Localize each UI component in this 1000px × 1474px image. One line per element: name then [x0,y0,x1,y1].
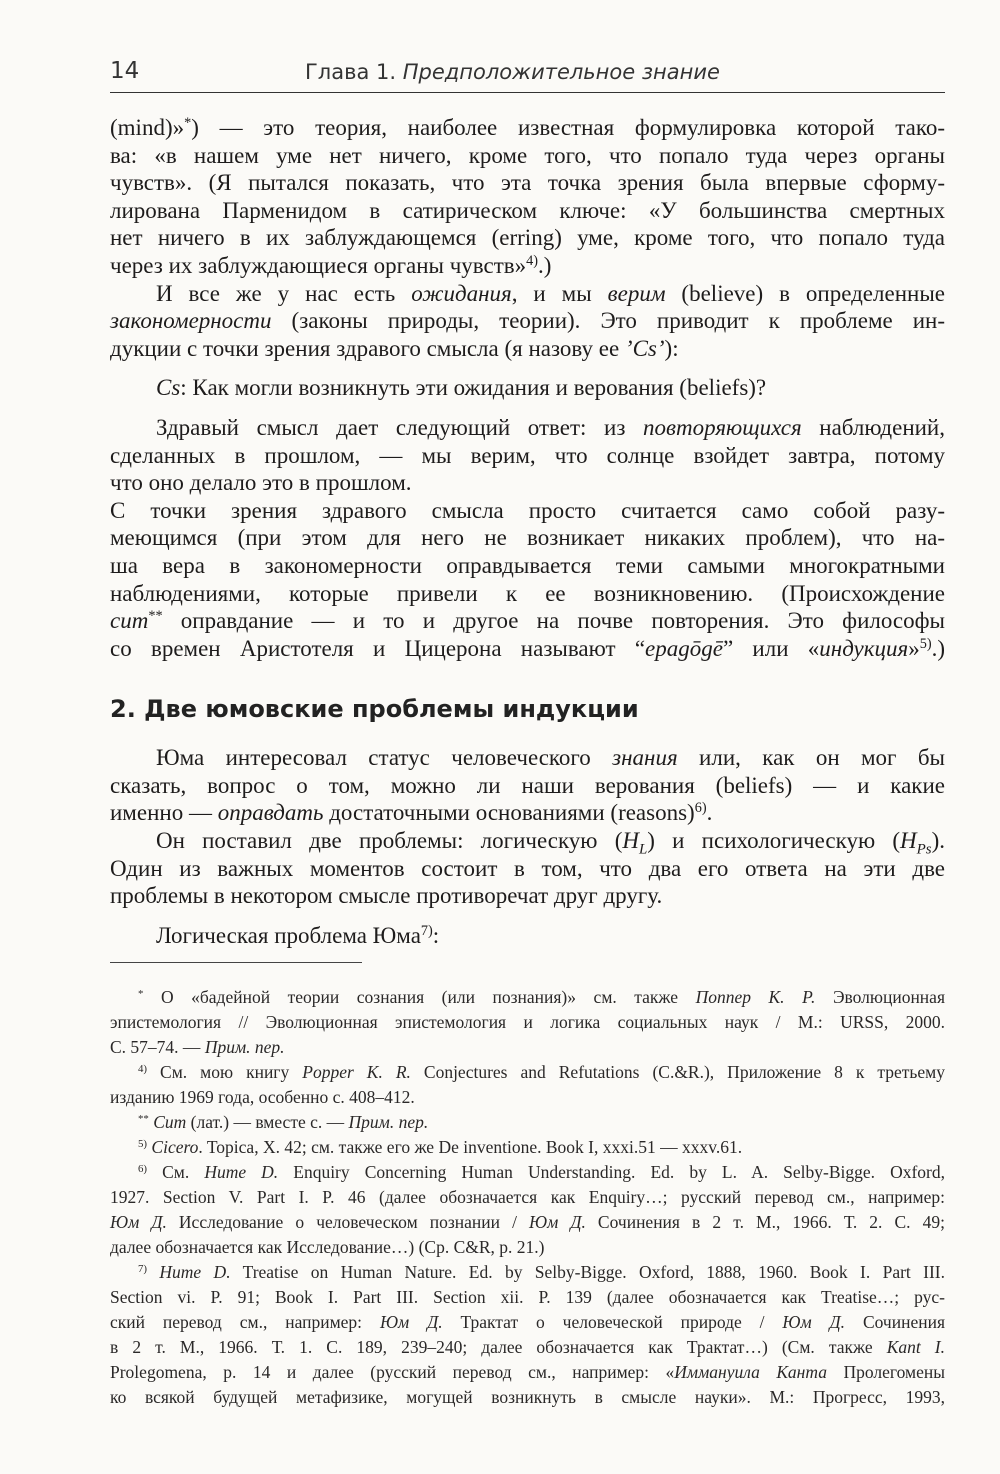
text-line: Prolegomena, p. 14 и далее (русский перевод см., например: «Иммануила Канта Пролегомены [110,1362,946,1382]
italic-text: cum [110,608,149,634]
paragraph [110,497,945,663]
italic-text: Прим. пер. [348,1112,429,1132]
paragraph [110,280,945,363]
text-line: закономерности (законы природы, теории). Это приводит к проблеме ин- [110,308,945,334]
text-line: $^{4)}$ См. мою книгу Popper K. R. Conjectures and Refutations (C.&R.), Приложение 8 к третьему [138,1062,945,1082]
text-line: меющимся (при этом для него не возникает никаких проблем), что на- [110,525,945,551]
text-line: сказать, вопрос о том, можно ли наши верования (beliefs) — и какие [110,772,945,798]
text-line: С точки зрения здравого смысла просто считается само собой разу- [110,497,945,523]
footnote-marker: 4) [138,1063,148,1076]
text-line: через их заблуждающиеся органы чувств»$^{4)}$.) [110,252,552,278]
italic-text: Юм Д. [529,1212,586,1232]
paragraph [110,414,945,497]
spacer [110,910,945,922]
running-head [305,60,720,84]
italic-text: epagōgē [645,635,723,661]
text-line: * О «бадейной теории сознания (или познания)» см. также Поппер К. Р. Эволюционная [138,987,945,1007]
italic-text: Kant I. [886,1337,945,1357]
italic-text: Юм Д. [782,1312,846,1332]
text-line: Здравый смысл дает следующий ответ: из повторяющихся наблюдений, [156,414,945,440]
text-line: Один из важных моментов состоит в том, что два его ответа на эти две [110,855,945,881]
text-line: (mind)»*) — это теория, наиболее известная формулировка которой тако- [110,115,945,140]
italic-text: Cum [153,1112,187,1132]
text-line: Он поставил две проблемы: логическую $(H_L)$ и психологическую $(H_{Ps})$. [156,828,945,858]
footnote-marker: 6) [694,800,707,817]
text-line: Cs: Как могли возникнуть эти ожидания и верования (beliefs)? [156,375,767,401]
text-line: Юм Д. Исследование о человеческом познании / Юм Д. Сочинения в 2 т. М., 1966. Т. 2. С. 49; [110,1212,945,1232]
running-header [110,56,945,93]
italic-text: Прим. пер. [204,1037,285,1057]
text-line: эпистемология // Эволюционная эпистемология и логика социальных наук / М.: URSS, 2000. [110,1012,945,1032]
section-heading: 2. Две юмовские проблемы индукции [110,695,639,724]
paragraph [110,922,945,950]
footnote-marker: ** [138,1113,149,1126]
italic-text: Иммануила Канта [674,1362,827,1382]
footnote-marker: 5) [138,1138,148,1151]
italic-text: Hume D. [204,1162,279,1182]
footnote-marker: ** [148,608,163,625]
footnote-marker: * [138,988,144,1001]
page-number: 14 [110,58,140,84]
italic-text: Popper K. R. [302,1062,411,1082]
italic-text: Cicero [151,1137,199,1157]
paragraph [110,374,945,402]
text-line: именно — оправдать достаточными основаниями (reasons)$^{6)}$. [110,800,713,826]
text-line: $^{6)}$ См. Hume D. Enquiry Concerning Human Understanding. Ed. by L. A. Selby-Bigge. Oxford, [138,1162,946,1182]
footnote [110,1060,945,1110]
text-line: И все же у нас есть ожидания, и мы верим (believe) в определенные [156,280,945,306]
text-line: $^{5)}$ Cicero. Topica, X. 42; см. также его же De inventione. Book I, xxxi.51 — xxxv.61. [138,1137,743,1157]
italic-text: знания [612,745,678,771]
footnote-marker: 4) [526,253,539,270]
text-line: дукции с точки зрения здравого смысла (я назову ее ’Cs’): [110,335,679,361]
footnote [110,985,945,1060]
italic-text: оправдать [217,800,324,826]
text-line: что оно делало это в прошлом. [110,470,412,496]
italic-text: ожидания [411,280,512,306]
subscript: L [638,841,648,858]
text-line: Section vi. P. 91; Book I. Part III. Section xii. P. 139 (далее обозначается как Treatise…; рус- [110,1287,945,1307]
footnote [110,1160,945,1260]
text-line: ва: «в нашем уме нет ничего, кроме того, что попало туда через органы [110,142,945,168]
italic-text: Юм Д. [379,1312,443,1332]
paragraph [110,744,945,827]
footnote-marker: 6) [138,1163,148,1176]
text-line: в 2 т. М., 1966. Т. 1. С. 189, 239–240; далее обозначается как Трактат…) (См. также Kant I. [110,1337,945,1357]
italic-text: $H_L$ [622,828,648,858]
text-line: наблюдениями, которые привели к ее возникновению. (Происхождение [110,580,945,606]
footnote-marker: * [184,115,192,132]
text-line: проблемы в некотором смысле противоречат друг другу. [110,883,663,909]
text-line: ко всякой будущей метафизике, могущей возникнуть в смысле науки». М.: Прогресс, 1993, [110,1387,945,1407]
italic-text: Поппер К. Р. [695,987,816,1007]
footnotes [110,985,945,1410]
text-line: ский перевод см., например: Юм Д. Трактат о человеческой природе / Юм Д. Сочинения [110,1312,945,1332]
text-line: cum** оправдание — и то и другое на почве повторения. Это философы [110,608,945,634]
italic-text: верим [607,280,666,306]
italic-text: закономерности [110,308,272,334]
spacer [110,402,945,414]
text-line: нет ничего в их заблуждающемся (erring) уме, кроме того, что попало туда [110,225,945,251]
text-line: 1927. Section V. Part I. P. 46 (далее обозначается как Enquiry…; русский перевод см., например: [110,1187,945,1207]
footnote [110,1110,945,1135]
footnote-marker: 7) [138,1263,148,1276]
chapter-label: Глава 1. [305,60,397,84]
text-line: чувств». (Я пытался показать, что эта точка зрения была впервые сформу- [110,170,945,196]
text-line: далее обозначается как Исследование…) (Ср. C&R, p. 21.) [110,1237,545,1257]
italic-text: индукция [819,635,909,661]
main-text [110,114,945,949]
footnote-marker: 7) [420,923,433,940]
chapter-title: Предположительное знание [402,60,720,84]
italic-text: Юм Д. [110,1212,167,1232]
paragraph [110,827,945,910]
footnote-separator [110,962,362,963]
text-line: ша вера в закономерности оправдывается теми самыми многократными [110,552,945,578]
italic-text: Hume D. [159,1262,231,1282]
text-line: сделанных в прошлом, — мы верим, что солнце взойдет завтра, потому [110,442,945,468]
italic-text: ’Cs’ [624,335,665,361]
text-line: Юма интересовал статус человеческого знания или, как он мог бы [156,745,945,771]
footnote [110,1260,945,1410]
spacer [110,362,945,374]
text-line: С. 57–74. — Прим. пер. [110,1037,285,1057]
text-line: лирована Парменидом в сатирическом ключе: «У большинства смертных [110,197,945,223]
text-line: со времен Аристотеля и Цицерона называют “epagōgē” или «индукция»$^{5)}$.) [110,635,945,661]
text-line: Логическая проблема Юма$^{7)}$: [156,922,440,948]
subscript: Ps [916,841,932,858]
italic-text: $H_{Ps}$ [900,828,932,858]
text-line: изданию 1969 года, особенно с. 408–412. [110,1087,415,1107]
paragraph [110,114,945,280]
footnote [110,1135,945,1160]
italic-text: Cs [156,375,181,401]
footnote-marker: 5) [919,635,932,652]
text-line: $^{7)}$ Hume D. Treatise on Human Nature. Ed. by Selby-Bigge. Oxford, 1888, 1960. Book I. Part III. [138,1262,946,1282]
italic-text: повторяющихся [643,414,802,440]
text-line: ** Cum (лат.) — вместе с. — Прим. пер. [138,1112,429,1132]
